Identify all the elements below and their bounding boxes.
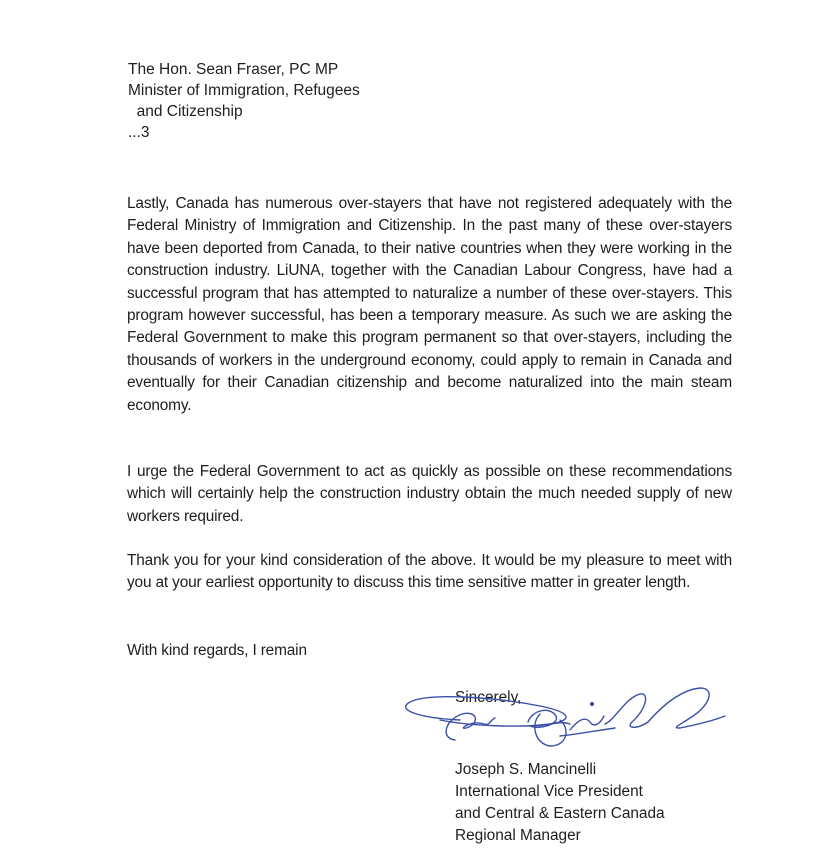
body-paragraph-regards: With kind regards, I remain [127, 642, 307, 659]
signature-block [455, 759, 665, 847]
closing-salutation: Sincerely, [455, 689, 522, 706]
recipient-title-cont: and Citizenship [128, 103, 243, 120]
signer-name: Joseph S. Mancinelli [455, 761, 597, 778]
recipient-title: Minister of Immigration, Refugees [128, 82, 360, 99]
page-number-marker: ...3 [128, 124, 150, 141]
recipient-address [128, 59, 360, 143]
body-paragraph-overstayers: Lastly, Canada has numerous over-stayers that have not registered adequately with the Federal Ministry of Immigration and Citizenship. In the past many of these over-stayers have been deported from Canada, to their native countries when they were working in the construction industry. LiUNA, together with the Canadian Labour Congress, have had a successful program that has attempted to naturalize a number of these over-stayers. This program however successful, has been a temporary measure. As such we are asking the Federal Government to make this program permanent so that over-stayers, including the thousands of workers in the underground economy, could apply to remain in Canada and eventually for their Canadian citizenship and become naturalized into the main steam economy. [127, 195, 732, 414]
signer-title-1: International Vice President [455, 783, 643, 800]
handwritten-signature [400, 680, 730, 760]
signer-title-2: and Central & Eastern Canada [455, 805, 665, 822]
signer-title-3: Regional Manager [455, 827, 581, 844]
body-paragraph-urge: I urge the Federal Government to act as quickly as possible on these recommendations which will certainly help the construction industry obtain the much needed supply of new workers required. [127, 463, 732, 525]
body-paragraph-thanks: Thank you for your kind consideration of the above. It would be my pleasure to meet with you at your earliest opportunity to discuss this time sensitive matter in greater length. [127, 552, 732, 592]
recipient-name: The Hon. Sean Fraser, PC MP [128, 61, 339, 78]
